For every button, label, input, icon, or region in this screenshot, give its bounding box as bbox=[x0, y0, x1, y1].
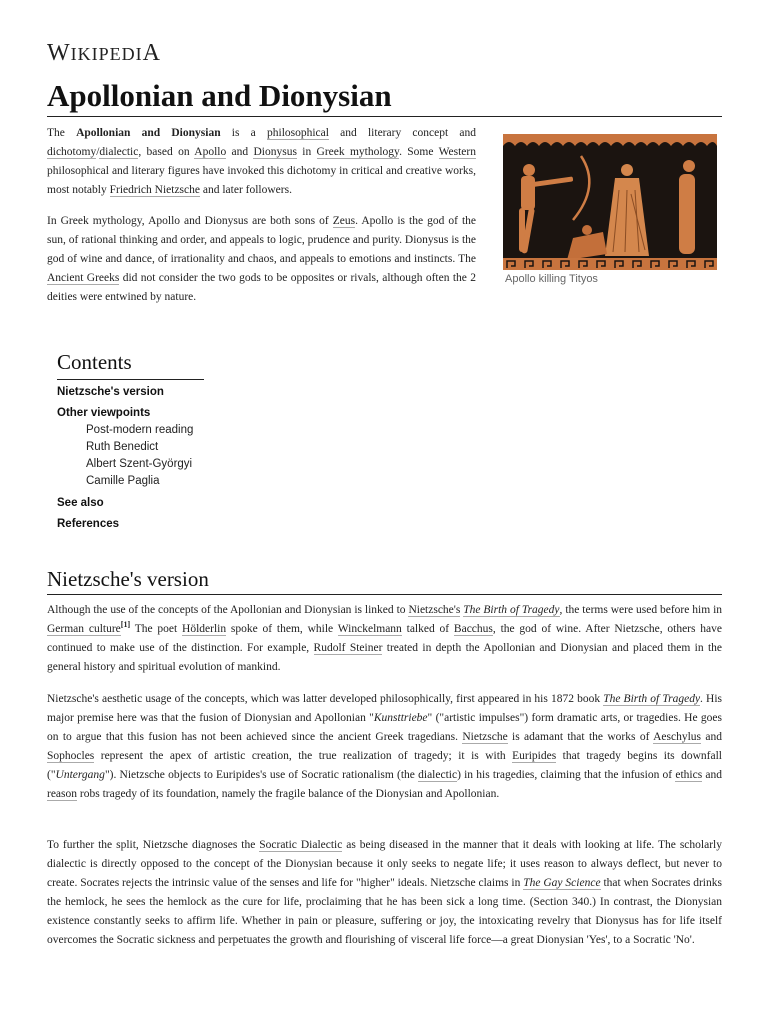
link-western[interactable]: Western bbox=[438, 146, 476, 158]
toc-item-nietzsches-version[interactable]: Nietzsche's version bbox=[57, 386, 164, 398]
link-aeschylus[interactable]: Aeschylus bbox=[653, 731, 702, 743]
section-paragraph-1: Although the use of the concepts of the Apollonian and Dionysian is linked to Nietzsche's The Birth of Tragedy, the terms were used before him in German culture[1] The poet Hölderlin spoke of them, while Winckelmann talked of Bacchus, the god of wine. After Nietzsche, others have continued to make use of the distinction. For example, Rudolf Steiner treated in depth the Apollonian and Dionysian and placed them in the general history and spiritual evolution of mankind. bbox=[47, 604, 723, 673]
link-ethics[interactable]: ethics bbox=[675, 769, 703, 781]
wordmark-middle: IKIPEDI bbox=[70, 44, 143, 64]
toc-item-see-also[interactable]: See also bbox=[57, 497, 104, 509]
lead-term: Apollonian and Dionysian bbox=[76, 127, 221, 139]
link-reason[interactable]: reason bbox=[47, 788, 78, 800]
link-german-culture[interactable]: German culture bbox=[47, 623, 121, 635]
section-paragraph-2: Nietzsche's aesthetic usage of the concepts, which was latter developed philosophically, first appeared in his 1872 book The Birth of Tragedy. His major premise here was that the fusion of Dionysian and Apollonian "Kunsttriebe" ("artistic impulses") form dramatic arts, or tragedies. He goes on to argue that this fusion has not been achieved since the ancient Greek tragedians. Nietzsche is adamant that the works of Aeschylus and Sophocles represent the apex of artistic creation, the true realization of tragedy; it is with Euripides that tragedy begins its downfall ("Untergang"). Nietzsche objects to Euripides's use of Socratic rationalism (the dialectic) in his tragedies, claiming that the infusion of ethics and reason robs tragedy of its foundation, namely the fragile balance of the Dionysian and Apollonian. bbox=[47, 693, 723, 800]
link-apollo[interactable]: Apollo bbox=[194, 146, 227, 158]
vase-scene-icon bbox=[503, 134, 717, 270]
link-winckelmann[interactable]: Winckelmann bbox=[337, 623, 402, 635]
citation-ref[interactable]: [1] bbox=[120, 620, 131, 630]
vase-painting-image[interactable] bbox=[503, 134, 717, 270]
wikipedia-wordmark[interactable] bbox=[47, 40, 161, 67]
intro-paragraph-2: In Greek mythology, Apollo and Dionysus are both sons of Zeus. Apollo is the god of the sun, of rational thinking and order, and appeals to logic, prudence and purity. Dionysus is the god of wine and dance, of irrationality and chaos, and appeals to emotions and instincts. The Ancient Greeks did not consider the two gods to be opposites or rivals, although often the 2 deities were entwined by nature. bbox=[47, 215, 477, 303]
link-rudolf-steiner[interactable]: Rudolf Steiner bbox=[313, 642, 383, 654]
link-dialectic[interactable]: dialectic bbox=[99, 146, 139, 158]
link-bacchus[interactable]: Bacchus bbox=[453, 623, 493, 635]
wordmark-initial: W bbox=[47, 40, 71, 66]
section-paragraph-3: To further the split, Nietzsche diagnoses the Socratic Dialectic as being diseased in the manner that it deals with looking at life. The scholarly dialectic is directly opposed to the concept of the Dionysian because it only seeks to negate life; it uses reason to always deflect, but never to create. Socrates rejects the intrinsic value of the senses and life for "higher" ideals. Nietzsche claims in The Gay Science that when Socrates drinks the hemlock, he sees the hemlock as the cure for life, proclaiming that he has been sick a long time. (Section 340.) In contrast, the Dionysian existence constantly seeks to affirm life. Whether in pain or pleasure, suffering or joy, the intoxicating revelry that Dionysus has for life itself overcomes the Socratic sickness and perpetuates the growth and flourishing of visceral life force—a great Dionysian 'Yes', to a Socratic 'No'. bbox=[47, 839, 722, 946]
link-sophocles[interactable]: Sophocles bbox=[47, 750, 95, 762]
figure-caption: Apollo killing Tityos bbox=[505, 273, 598, 285]
link-euripides[interactable]: Euripides bbox=[512, 750, 557, 762]
link-dialectic-2[interactable]: dialectic bbox=[418, 769, 458, 781]
toc-title: Contents bbox=[57, 349, 204, 380]
link-nietzsche[interactable]: Nietzsche bbox=[462, 731, 508, 743]
link-ancient-greeks[interactable]: Ancient Greeks bbox=[47, 272, 120, 284]
section-heading-nietzsches-version: Nietzsche's version bbox=[47, 566, 722, 595]
link-birth-of-tragedy-2[interactable]: The Birth of Tragedy bbox=[603, 693, 701, 705]
link-the-gay-science[interactable]: The Gay Science bbox=[523, 877, 601, 889]
link-socratic-dialectic[interactable]: Socratic Dialectic bbox=[259, 839, 343, 851]
link-philosophical[interactable]: philosophical bbox=[267, 127, 329, 139]
link-holderlin[interactable]: Hölderlin bbox=[182, 623, 227, 635]
toc-item-camille-paglia[interactable]: Camille Paglia bbox=[86, 475, 160, 487]
link-birth-of-tragedy[interactable]: The Birth of Tragedy bbox=[463, 604, 560, 616]
toc-item-ruth-benedict[interactable]: Ruth Benedict bbox=[86, 441, 159, 453]
link-zeus[interactable]: Zeus bbox=[332, 215, 356, 227]
toc-item-references[interactable]: References bbox=[57, 518, 120, 530]
toc-item-other-viewpoints[interactable]: Other viewpoints bbox=[57, 407, 151, 419]
link-dichotomy[interactable]: dichotomy bbox=[47, 146, 97, 158]
toc-item-albert-szent-gyorgyi[interactable]: Albert Szent-Györgyi bbox=[86, 458, 193, 470]
toc-item-post-modern-reading[interactable]: Post-modern reading bbox=[86, 424, 194, 436]
link-nietzsches[interactable]: Nietzsche's bbox=[408, 604, 461, 616]
link-dionysus[interactable]: Dionysus bbox=[253, 146, 297, 158]
link-friedrich-nietzsche[interactable]: Friedrich Nietzsche bbox=[109, 184, 200, 196]
link-greek-mythology[interactable]: Greek mythology bbox=[316, 146, 400, 158]
intro-paragraph-1: The Apollonian and Dionysian is a philosophical and literary concept and dichotomy/dialectic, based on Apollo and Dionysus in Greek mythology. Some Western philosophical and literary figures have invoked this dichotomy in critical and creative works, most notably Friedrich Nietzsche and later followers. bbox=[47, 127, 476, 196]
wordmark-final: A bbox=[142, 40, 161, 66]
page-title: Apollonian and Dionysian bbox=[47, 78, 722, 117]
